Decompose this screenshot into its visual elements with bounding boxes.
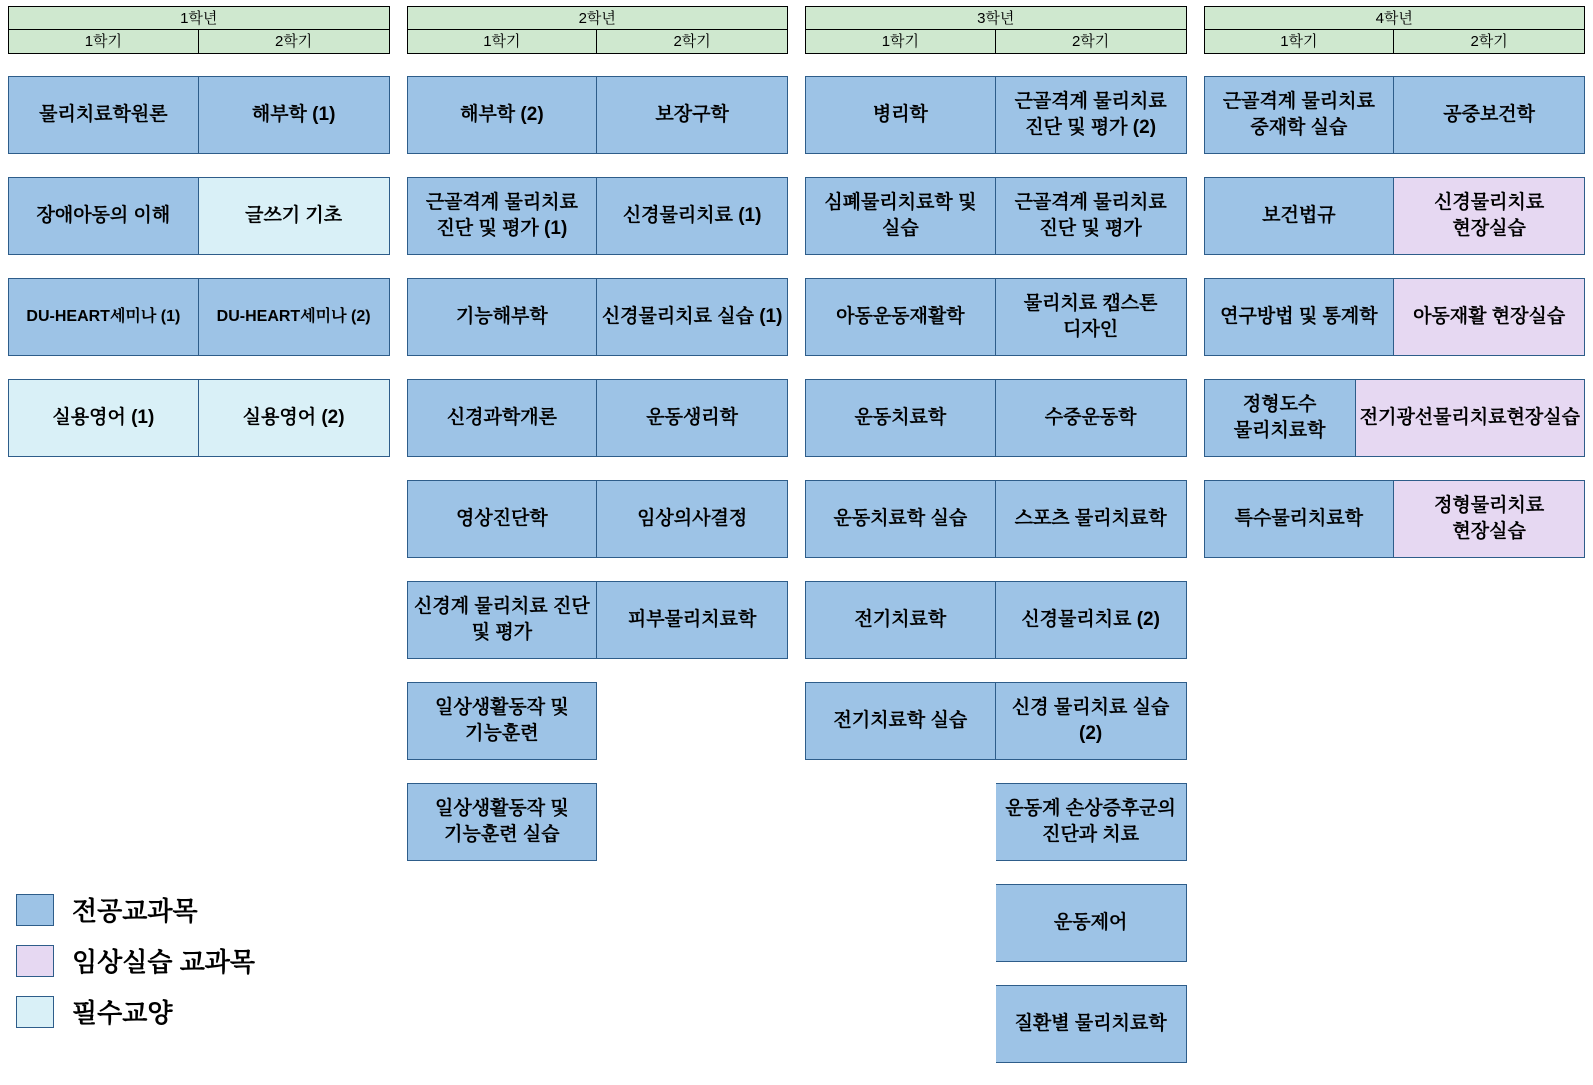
course-cell[interactable]: 기능해부학 [407, 278, 598, 356]
semester-header-row [8, 30, 390, 54]
semester-header: 2학기 [199, 30, 390, 54]
year-header: 4학년 [1204, 6, 1586, 30]
course-cell[interactable]: 정형도수 물리치료학 [1204, 379, 1356, 457]
course-cell[interactable]: 근골격계 물리치료 진단 및 평가 (2) [996, 76, 1187, 154]
course-cell[interactable]: 스포츠 물리치료학 [996, 480, 1187, 558]
semester-header-row [805, 30, 1187, 54]
course-cell[interactable]: 심폐물리치료학 및 실습 [805, 177, 996, 255]
course-row [407, 480, 789, 558]
course-row [8, 177, 390, 255]
year-header: 3학년 [805, 6, 1187, 30]
course-row [805, 682, 1187, 760]
course-cell[interactable]: 전기치료학 실습 [805, 682, 996, 760]
semester-header: 1학기 [407, 30, 598, 54]
course-row [805, 783, 1187, 861]
course-cell-empty [597, 682, 788, 760]
course-cell[interactable]: 근골격계 물리치료 진단 및 평가 [996, 177, 1187, 255]
course-row [407, 682, 789, 760]
course-row [805, 177, 1187, 255]
year-column [407, 6, 789, 1085]
course-cell[interactable]: 보건법규 [1204, 177, 1395, 255]
semester-header: 2학기 [996, 30, 1187, 54]
course-row [407, 76, 789, 154]
course-cell[interactable]: 전기광선물리치료현장실습 [1356, 379, 1585, 457]
course-cell[interactable]: 물리치료 캡스톤 디자인 [996, 278, 1187, 356]
course-cell[interactable]: 해부학 (2) [407, 76, 598, 154]
course-row [407, 177, 789, 255]
course-row [407, 379, 789, 457]
course-row [1204, 379, 1586, 457]
course-cell[interactable]: 실용영어 (2) [199, 379, 390, 457]
course-cell[interactable]: 임상의사결정 [597, 480, 788, 558]
course-cell[interactable]: 실용영어 (1) [8, 379, 199, 457]
course-cell[interactable]: 신경물리치료 (2) [996, 581, 1187, 659]
course-cell[interactable]: DU-HEART세미나 (2) [199, 278, 390, 356]
year-header: 2학년 [407, 6, 789, 30]
course-cell-empty [805, 884, 996, 962]
course-row [1204, 177, 1586, 255]
year-header: 1학년 [8, 6, 390, 30]
course-cell[interactable]: 공중보건학 [1394, 76, 1585, 154]
course-cell[interactable]: 신경과학개론 [407, 379, 598, 457]
course-row [407, 581, 789, 659]
course-cell[interactable]: 신경물리치료 현장실습 [1394, 177, 1585, 255]
semester-header-row [1204, 30, 1586, 54]
course-cell-empty [805, 783, 996, 861]
course-row [407, 278, 789, 356]
semester-header: 1학기 [8, 30, 199, 54]
course-cell[interactable]: 영상진단학 [407, 480, 598, 558]
legend-swatch-general [16, 996, 54, 1028]
course-cell[interactable]: 일상생활동작 및 기능훈련 [407, 682, 598, 760]
legend-label: 임상실습 교과목 [72, 947, 256, 977]
course-cell[interactable]: 수중운동학 [996, 379, 1187, 457]
semester-header: 2학기 [1394, 30, 1585, 54]
course-cell[interactable]: 운동치료학 [805, 379, 996, 457]
legend-swatch-clinical [16, 945, 54, 977]
legend-swatch-major [16, 894, 54, 926]
legend-item [16, 891, 255, 928]
legend [16, 891, 255, 1030]
course-cell[interactable]: 운동치료학 실습 [805, 480, 996, 558]
course-row [1204, 76, 1586, 154]
course-row [805, 480, 1187, 558]
legend-label: 전공교과목 [72, 896, 198, 926]
course-row [1204, 278, 1586, 356]
course-row [8, 278, 390, 356]
course-cell-empty [597, 783, 788, 861]
course-cell[interactable]: 일상생활동작 및 기능훈련 실습 [407, 783, 598, 861]
course-rows [407, 76, 789, 883]
course-cell[interactable]: 신경 물리치료 실습 (2) [996, 682, 1187, 760]
course-row [805, 581, 1187, 659]
course-cell[interactable]: 운동제어 [996, 884, 1187, 962]
course-rows [8, 76, 390, 479]
course-cell[interactable]: 근골격계 물리치료 진단 및 평가 (1) [407, 177, 598, 255]
semester-header: 1학기 [1204, 30, 1395, 54]
course-row [805, 278, 1187, 356]
course-row [8, 76, 390, 154]
course-cell[interactable]: 아동운동재활학 [805, 278, 996, 356]
course-rows [805, 76, 1187, 1085]
course-cell[interactable]: 글쓰기 기초 [199, 177, 390, 255]
course-cell[interactable]: 신경물리치료 (1) [597, 177, 788, 255]
legend-item [16, 993, 255, 1030]
semester-header-row [407, 30, 789, 54]
course-cell[interactable]: 운동계 손상증후군의 진단과 치료 [996, 783, 1187, 861]
course-cell[interactable]: 보장구학 [597, 76, 788, 154]
course-cell[interactable]: 운동생리학 [597, 379, 788, 457]
course-row [805, 379, 1187, 457]
year-column [1204, 6, 1586, 1085]
course-cell[interactable]: 근골격계 물리치료 중재학 실습 [1204, 76, 1395, 154]
course-cell[interactable]: 물리치료학원론 [8, 76, 199, 154]
course-row [805, 76, 1187, 154]
semester-header: 1학기 [805, 30, 996, 54]
legend-label: 필수교양 [72, 998, 173, 1028]
course-cell[interactable]: 병리학 [805, 76, 996, 154]
course-rows [1204, 76, 1586, 580]
course-cell[interactable]: 연구방법 및 통계학 [1204, 278, 1395, 356]
course-cell[interactable]: 신경물리치료 실습 (1) [597, 278, 788, 356]
course-cell[interactable]: 피부물리치료학 [597, 581, 788, 659]
year-column [805, 6, 1187, 1085]
course-cell-empty [805, 985, 996, 1063]
course-cell[interactable]: 장애아동의 이해 [8, 177, 199, 255]
course-row [805, 985, 1187, 1063]
course-cell[interactable]: DU-HEART세미나 (1) [8, 278, 199, 356]
legend-item [16, 942, 255, 979]
course-row [805, 884, 1187, 962]
course-cell[interactable]: 특수물리치료학 [1204, 480, 1395, 558]
course-row [1204, 480, 1586, 558]
course-cell[interactable]: 해부학 (1) [199, 76, 390, 154]
course-row [407, 783, 789, 861]
course-cell[interactable]: 정형물리치료 현장실습 [1394, 480, 1585, 558]
course-cell[interactable]: 전기치료학 [805, 581, 996, 659]
course-cell[interactable]: 신경계 물리치료 진단 및 평가 [407, 581, 598, 659]
course-row [8, 379, 390, 457]
course-cell[interactable]: 질환별 물리치료학 [996, 985, 1187, 1063]
course-cell[interactable]: 아동재활 현장실습 [1394, 278, 1585, 356]
semester-header: 2학기 [597, 30, 788, 54]
